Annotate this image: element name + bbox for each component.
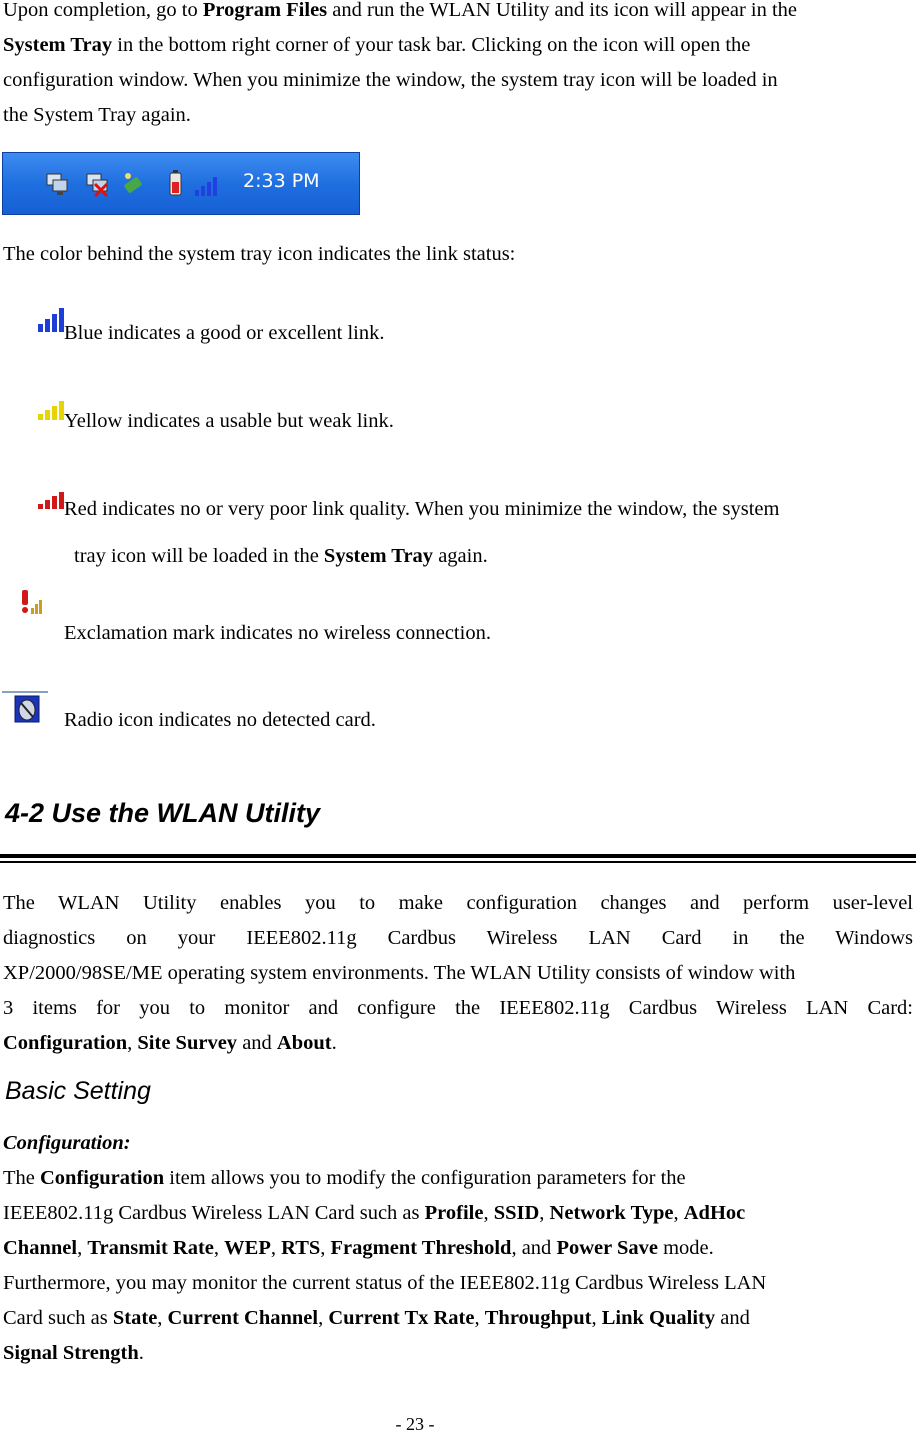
text: , [673, 1202, 684, 1224]
term: Current Tx Rate [328, 1307, 475, 1329]
system-tray-screenshot [2, 152, 360, 215]
term: Signal Strength [3, 1342, 139, 1364]
term: Profile [424, 1202, 484, 1224]
config-line-2 [3, 1196, 915, 1231]
status-red-text: Red indicates no or very poor link quality. When you minimize the window, the system [64, 498, 780, 520]
text: , [213, 1237, 225, 1259]
heading-rule-thick [0, 854, 916, 858]
term: Network Type [549, 1202, 674, 1224]
subsection-title: Basic Setting [5, 1077, 151, 1105]
about-term: About [276, 1032, 332, 1054]
text: , [270, 1237, 282, 1259]
text: The [3, 1167, 40, 1189]
text: Card such as [3, 1307, 113, 1329]
intro-line-2 [3, 28, 915, 63]
term: State [112, 1307, 158, 1329]
intro-line-4: the System Tray again. [3, 104, 191, 126]
body-paragraph [3, 886, 913, 1061]
wand-icon [121, 168, 145, 200]
config-line-5 [3, 1301, 915, 1336]
config-line-1 [3, 1161, 915, 1196]
text: , [591, 1307, 602, 1329]
text: and [237, 1032, 277, 1054]
term: Current Channel [167, 1307, 319, 1329]
text: in the bottom right corner of your task bar. Clicking on the icon will open the [112, 34, 751, 56]
body-line-3: XP/2000/98SE/ME operating system environments. The WLAN Utility consists of window with [3, 962, 796, 984]
term: Fragment Threshold [330, 1237, 512, 1259]
text: tray icon will be loaded in the [74, 545, 324, 567]
text: , [318, 1307, 329, 1329]
configuration-heading: Configuration: [3, 1132, 131, 1154]
term: Power Save [556, 1237, 658, 1259]
config-line-3 [3, 1231, 915, 1266]
text: , [127, 1032, 138, 1054]
exclamation-signal-icon [20, 588, 44, 616]
body-line-5 [3, 1026, 913, 1061]
system-tray-term: System Tray [323, 545, 434, 567]
term: SSID [493, 1202, 540, 1224]
status-exclamation-text: Exclamation mark indicates no wireless connection. [64, 622, 491, 644]
status-intro: The color behind the system tray icon indicates the link status: [3, 243, 516, 265]
config-line-6 [3, 1336, 915, 1371]
text: , [474, 1307, 485, 1329]
network-error-icon [85, 168, 109, 200]
text: IEEE802.11g Cardbus Wireless LAN Card such as [3, 1202, 425, 1224]
text: Upon completion, go to [3, 0, 203, 21]
term: Transmit Rate [87, 1237, 214, 1259]
text: , [320, 1237, 331, 1259]
clock-time: 2:33 PM [243, 170, 320, 192]
intro-line-3: configuration window. When you minimize the window, the system tray icon will be loaded in [3, 69, 778, 91]
status-yellow-text: Yellow indicates a usable but weak link. [64, 410, 394, 432]
body-line-2: diagnostics on your IEEE802.11g Cardbus Wireless LAN Card in the Windows [3, 927, 913, 949]
text: , and [511, 1237, 557, 1259]
network-icon [45, 168, 69, 200]
text: . [138, 1342, 144, 1364]
section-title: 4-2 Use the WLAN Utility [5, 798, 321, 828]
text: , [77, 1237, 88, 1259]
status-radio-text: Radio icon indicates no detected card. [64, 709, 376, 731]
status-blue-text: Blue indicates a good or excellent link. [64, 322, 385, 344]
term: RTS [281, 1237, 321, 1259]
site-survey-term: Site Survey [137, 1032, 238, 1054]
system-tray-term: System Tray [3, 34, 113, 56]
text: , [539, 1202, 550, 1224]
text: again. [433, 545, 488, 567]
text: and run the WLAN Utility and its icon will appear in the [327, 0, 798, 21]
configuration-paragraph [3, 1126, 915, 1371]
status-red-text-cont [74, 539, 488, 574]
term: AdHoc [683, 1202, 746, 1224]
text: . [331, 1032, 337, 1054]
text: , [483, 1202, 494, 1224]
icon-divider [2, 691, 48, 693]
body-line-1: The WLAN Utility enables you to make configuration changes and perform user-level [3, 892, 913, 914]
heading-rule-thin [0, 861, 916, 863]
term: Configuration [40, 1167, 165, 1189]
config-line-4: Furthermore, you may monitor the current status of the IEEE802.11g Cardbus Wireless LAN [3, 1272, 767, 1294]
term: Link Quality [601, 1307, 716, 1329]
text: and [715, 1307, 750, 1329]
radio-icon [14, 695, 40, 723]
page-number: - 23 - [395, 1414, 435, 1434]
intro-line-1 [3, 0, 915, 28]
text: mode. [657, 1237, 714, 1259]
term: Channel [3, 1237, 78, 1259]
program-files-term: Program Files [202, 0, 328, 21]
term: Throughput [484, 1307, 592, 1329]
intro-paragraph [3, 0, 915, 133]
signal-icon [193, 168, 223, 200]
text: item allows you to modify the configuration parameters for the [164, 1167, 686, 1189]
term: WEP [224, 1237, 271, 1259]
battery-icon [163, 168, 187, 200]
body-line-4: 3 items for you to monitor and configure the IEEE802.11g Cardbus Wireless LAN Card: [3, 997, 913, 1019]
configuration-term: Configuration [3, 1032, 128, 1054]
text: , [157, 1307, 168, 1329]
